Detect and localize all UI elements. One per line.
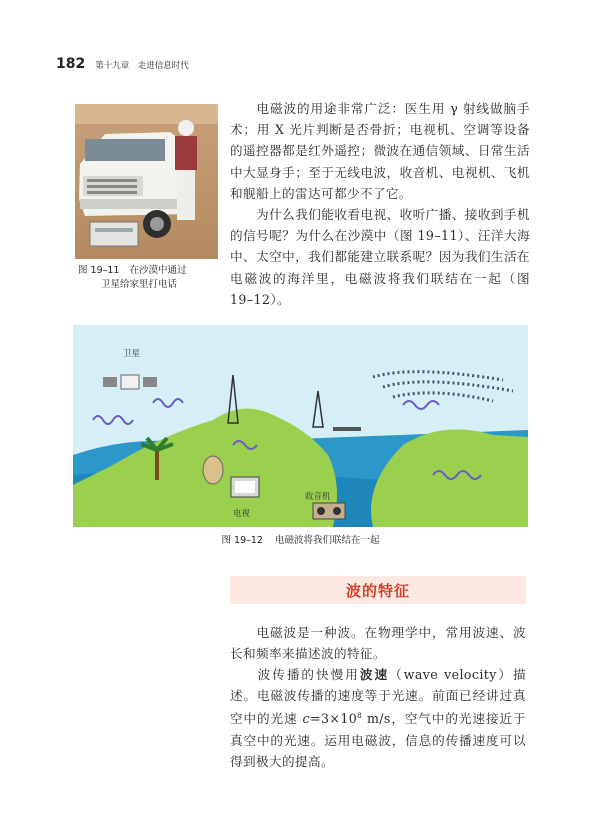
satellite-label: 卫星 bbox=[123, 349, 141, 359]
paragraph-text: 波传播的快慢用 bbox=[256, 667, 360, 682]
page-number: 182 bbox=[56, 56, 86, 72]
figure-number: 图 19–12 bbox=[221, 535, 263, 546]
page-header bbox=[56, 56, 189, 72]
caption-text-line2: 卫星给家里打电话 bbox=[101, 279, 178, 290]
figure-number: 图 19–11 bbox=[78, 265, 120, 276]
satellite-icon bbox=[103, 375, 157, 389]
paragraph bbox=[230, 98, 530, 204]
section-title: 波的特征 bbox=[345, 581, 410, 600]
radio-icon bbox=[313, 503, 345, 519]
desert-phone-photo bbox=[75, 104, 218, 259]
section-header bbox=[230, 576, 526, 604]
paragraph-text: 为什么我们能收看电视、收听广播、接收到手机的信号呢？为什么在沙漠中（图 19–11）、汪洋大海中、太空中，我们都能建立联系呢？因为我们生活在电磁波的海洋里，电磁波将我们联结在一起（图 19–12）。 bbox=[230, 207, 530, 307]
paragraph-text: m/s，空气中的光速接近于真空中的光速。运用电磁波，信息的传播速度可以得到极大的提高。 bbox=[230, 711, 526, 769]
paragraph bbox=[230, 622, 526, 664]
em-waves-illustration bbox=[73, 325, 528, 527]
caption-text: 在沙漠中通过 bbox=[129, 265, 187, 276]
chapter-title: 第十九章 走进信息时代 bbox=[95, 61, 189, 71]
figure-19-11-caption bbox=[78, 264, 228, 292]
tv-icon bbox=[231, 477, 259, 497]
speed-symbol: c bbox=[302, 711, 310, 727]
term-wave-velocity: 波速 bbox=[359, 667, 390, 682]
paragraph-text: 电磁波是一种波。在物理学中，常用波速、波长和频率来描述波的特征。 bbox=[230, 625, 526, 662]
paragraph-text: 电磁波的用途非常广泛：医生用 γ 射线做脑手术；用 X 光片判断是否骨折；电视机、空调等设备的遥控器都是红外遥控；微波在通信领域、日常生活中大显身手；至于无线电波，收音机、电视机、飞机和舰船上的雷达可都少不了它。 bbox=[230, 101, 530, 201]
caption-text: 电磁波将我们联结在一起 bbox=[274, 535, 380, 546]
figure-19-12-caption bbox=[73, 534, 528, 548]
paragraph bbox=[230, 664, 526, 772]
exponent: 8 bbox=[357, 712, 363, 721]
paragraph bbox=[230, 204, 530, 310]
equation-text: =3×10 bbox=[310, 711, 358, 727]
paragraph-text: （wave velocity）描述。电磁波传播的速度等于光速。前面已经讲过真空中的光速 bbox=[230, 667, 526, 727]
radio-label: 收音机 bbox=[305, 492, 331, 502]
tv-label: 电视 bbox=[233, 509, 251, 519]
